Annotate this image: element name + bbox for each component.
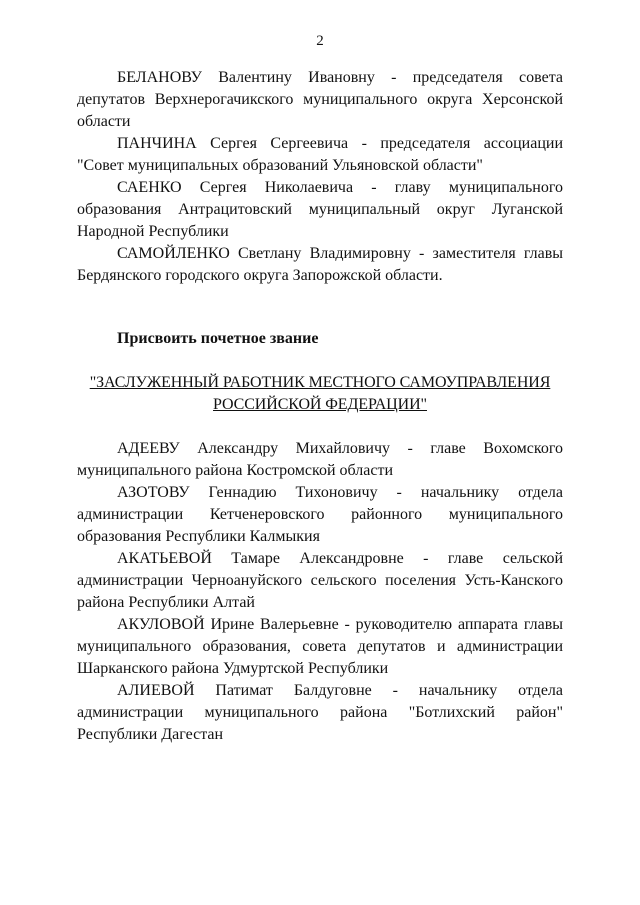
list-item: АКАТЬЕВОЙ Тамаре Александровне - главе сельской администрации Черноануйского сельского поселения Усть-Канского района Республики Алтай <box>77 550 563 611</box>
section-heading: Присвоить почетное звание <box>117 330 319 347</box>
list-item: ПАНЧИНА Сергея Сергеевича - председателя ассоциации "Совет муниципальных образований Ульяновской области" <box>77 135 563 174</box>
list-item: БЕЛАНОВУ Валентину Ивановну - председателя совета депутатов Верхнерогачикского муниципального округа Херсонской области <box>77 69 563 130</box>
first-award-list <box>77 67 563 287</box>
honorary-title <box>70 372 570 416</box>
second-award-list <box>77 438 563 746</box>
list-item: САЕНКО Сергея Николаевича - главу муниципального образования Антрацитовский муниципальный округ Луганской Народной Республики <box>77 179 563 240</box>
page-number: 2 <box>316 33 324 49</box>
honorary-title-line-1: "ЗАСЛУЖЕННЫЙ РАБОТНИК МЕСТНОГО САМОУПРАВЛЕНИЯ <box>89 374 551 391</box>
list-item: АЗОТОВУ Геннадию Тихоновичу - начальнику отдела администрации Кетченеровского районного муниципального образования Республики Калмыкия <box>77 484 563 545</box>
list-item: АКУЛОВОЙ Ирине Валерьевне - руководителю аппарата главы муниципального образования, совета депутатов и администрации Шарканского района Удмуртской Республики <box>77 616 563 677</box>
list-item: АЛИЕВОЙ Патимат Балдуговне - начальнику отдела администрации муниципального района "Ботлихский район" Республики Дагестан <box>77 682 563 743</box>
honorary-title-line-2: РОССИЙСКОЙ ФЕДЕРАЦИИ" <box>213 396 427 413</box>
list-item: АДЕЕВУ Александру Михайловичу - главе Вохомского муниципального района Костромской области <box>77 440 563 479</box>
list-item: САМОЙЛЕНКО Светлану Владимировну - заместителя главы Бердянского городского округа Запорожской области. <box>77 245 563 284</box>
